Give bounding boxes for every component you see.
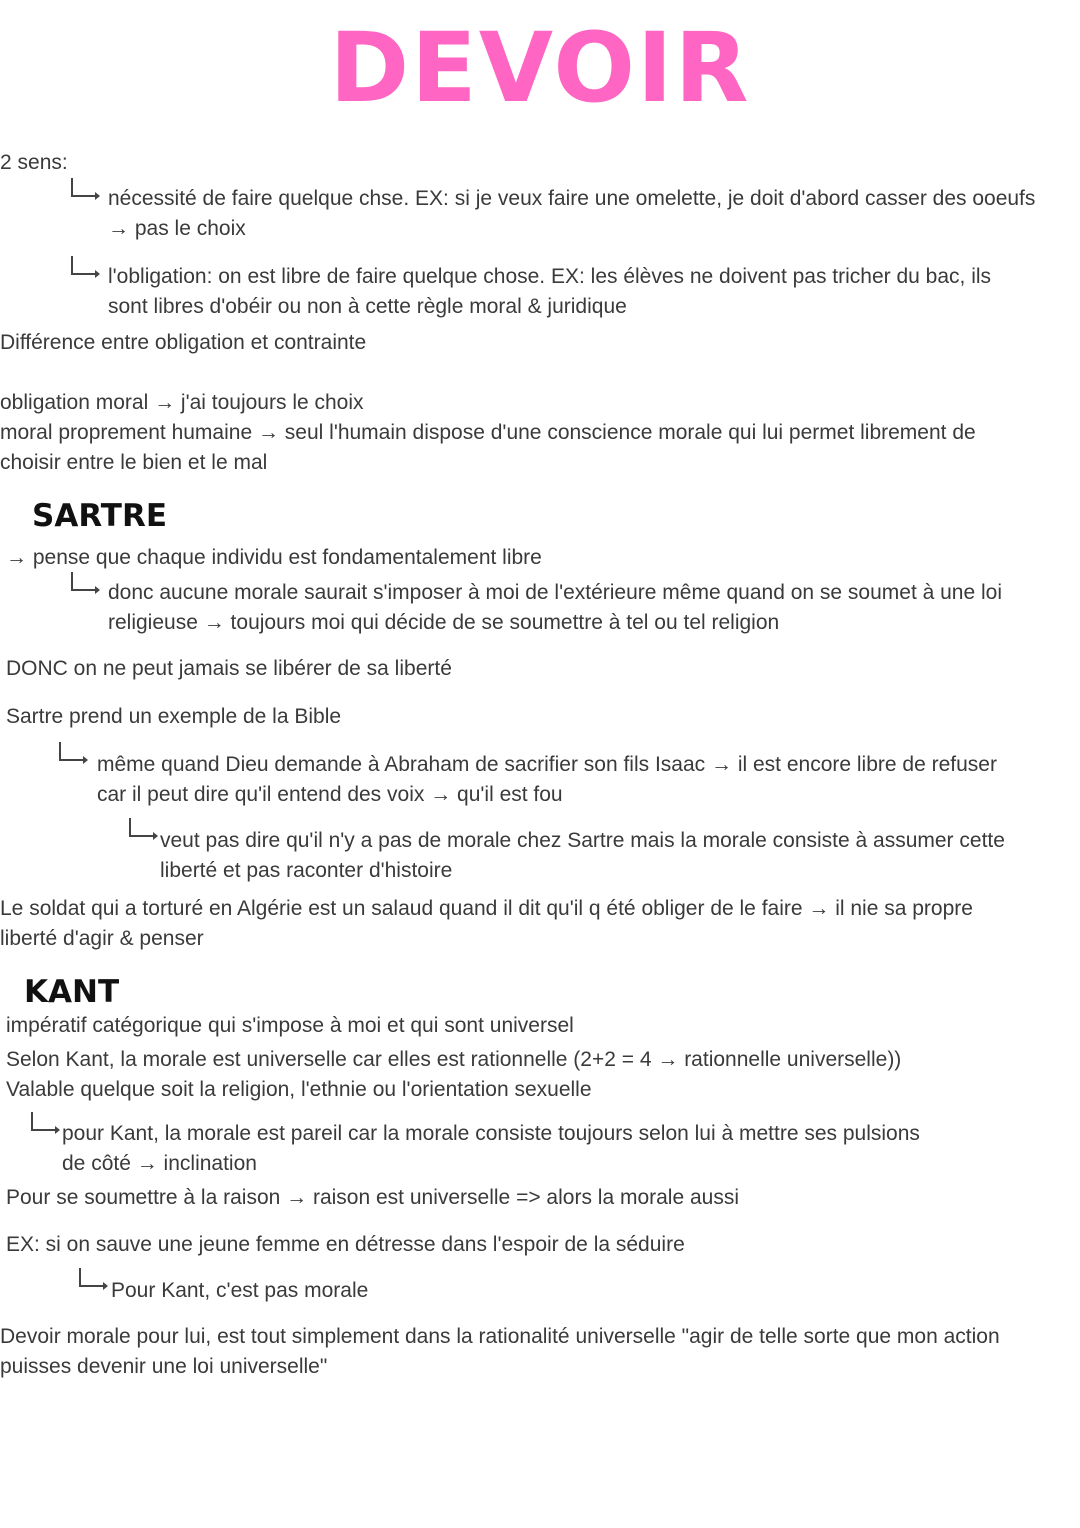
kant-line-7: Pour Kant, c'est pas morale [111,1279,369,1302]
sartre-line-1: → pense que chaque individu est fondamentalement libre [6,546,542,569]
sartre-heading: SARTRE [32,498,167,534]
sense-2-line-1: l'obligation: on est libre de faire quelque chose. EX: les élèves ne doivent pas tricher du bac, ils [108,265,992,288]
sense-2-line-2: sont libres d'obéir ou non à cette règle moral & juridique [108,295,627,318]
kant-line-3: Valable quelque soit la religion, l'ethnie ou l'orientation sexuelle [6,1078,592,1101]
arrow-down-right-icon [58,742,92,764]
arrow-down-right-icon [30,1112,64,1134]
moral-human-line-1: moral proprement humaine → seul l'humain dispose d'une conscience morale qui lui permet librement de [0,421,976,444]
kant-line-8b: puisses devenir une loi universelle" [0,1355,328,1378]
kant-line-8a: Devoir morale pour lui, est tout simplement dans la rationalité universelle "agir de telle sorte que mon action [0,1325,1000,1348]
sense-1-line-1: nécessité de faire quelque chse. EX: si je veux faire une omelette, je doit d'abord casser des ooeufs [108,187,1036,210]
kant-line-5: Pour se soumettre à la raison → raison est universelle => alors la morale aussi [6,1186,740,1209]
kant-line-1: impératif catégorique qui s'impose à moi et qui sont universel [6,1014,574,1037]
kant-line-2: Selon Kant, la morale est universelle car elles est rationnelle (2+2 = 4 → rationnelle universelle)) [6,1048,902,1071]
kant-line-4a: pour Kant, la morale est pareil car la morale consiste toujours selon lui à mettre ses pulsions [62,1122,920,1145]
sartre-line-5b: car il peut dire qu'il entend des voix → qu'il est fou [97,783,563,806]
sartre-line-7a: Le soldat qui a torturé en Algérie est un salaud quand il dit qu'il q été obliger de le faire → il nie sa propre [0,897,973,920]
sartre-line-3: DONC on ne peut jamais se libérer de sa liberté [6,657,452,680]
sartre-line-2a: donc aucune morale saurait s'imposer à moi de l'extérieure même quand on se soumet à une loi [108,581,1003,604]
sartre-line-6a: veut pas dire qu'il n'y a pas de morale chez Sartre mais la morale consiste à assumer cette [160,829,1005,852]
arrow-down-right-icon [70,572,104,594]
kant-line-4b: de côté → inclination [62,1152,257,1175]
arrow-down-right-icon [78,1268,112,1290]
sense-1-line-2: → pas le choix [108,217,246,240]
sartre-line-4: Sartre prend un exemple de la Bible [6,705,342,728]
difference-line: Différence entre obligation et contrainte [0,331,367,354]
arrow-down-right-icon [128,818,162,840]
kant-heading: KANT [24,974,120,1010]
moral-human-line-2: choisir entre le bien et le mal [0,451,268,474]
arrow-down-right-icon [70,178,104,200]
arrow-down-right-icon [70,256,104,278]
sartre-line-6b: liberté et pas raconter d'histoire [160,859,453,882]
moral-obligation-line: obligation moral → j'ai toujours le choix [0,391,364,414]
kant-line-6: EX: si on sauve une jeune femme en détresse dans l'espoir de la séduire [6,1233,685,1256]
two-senses-label: 2 sens: [0,151,68,174]
sartre-line-5a: même quand Dieu demande à Abraham de sacrifier son fils Isaac → il est encore libre de refuser [97,753,997,776]
sartre-line-7b: liberté d'agir & penser [0,927,204,950]
page-title: DEVOIR [329,12,751,124]
sartre-line-2b: religieuse → toujours moi qui décide de se soumettre à tel ou tel religion [108,611,780,634]
